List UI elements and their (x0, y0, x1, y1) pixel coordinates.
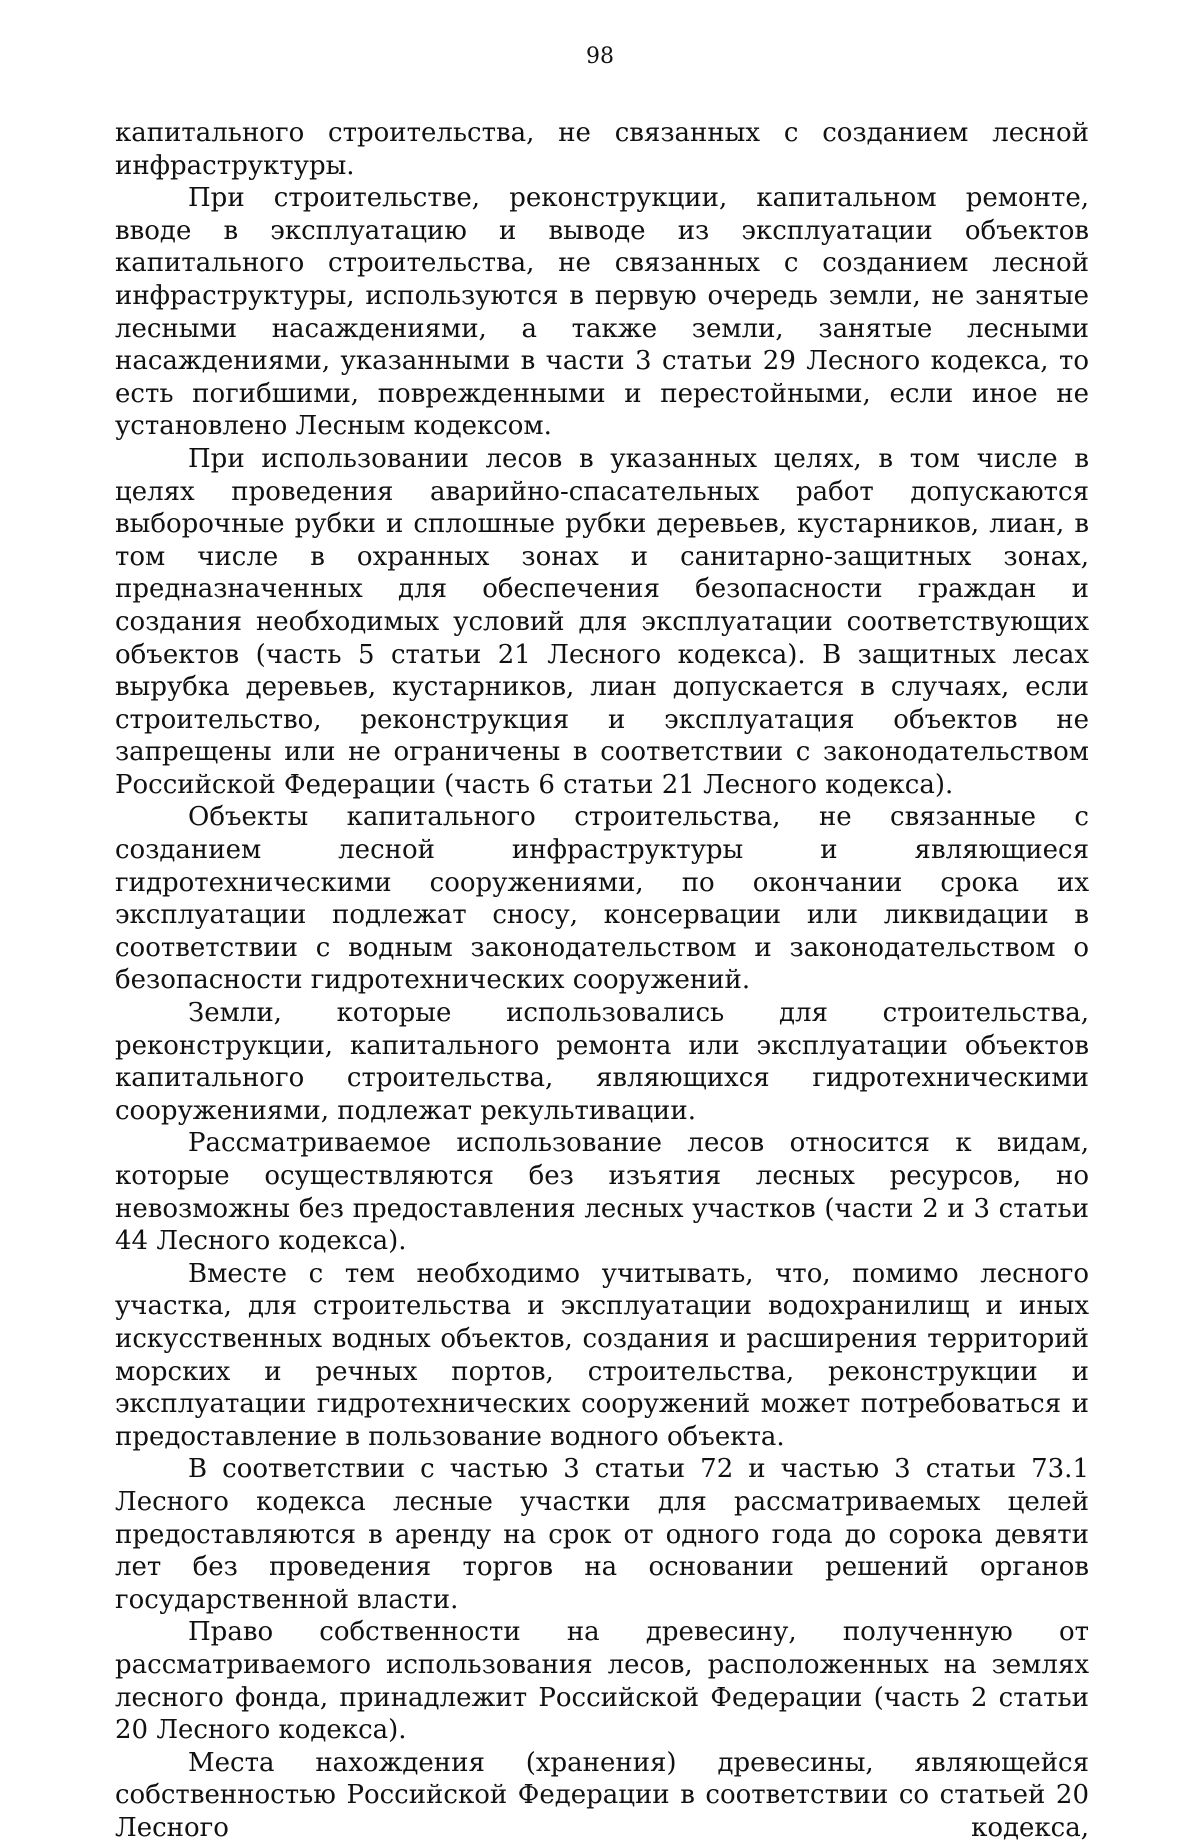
document-body (115, 117, 1089, 1844)
paragraph-forest-use-type: Рассматриваемое использование лесов относится к видам, которые осуществляются без изъятия лесных ресурсов, но невозможны без предоставления лесных участков (части 2 и 3 статьи 44 Лесного кодекса). (115, 1128, 1089, 1257)
paragraph-continuation: капитального строительства, не связанных с созданием лесной инфраструктуры. (115, 118, 1089, 181)
paragraph-wood-ownership: Право собственности на древесину, полученную от рассматриваемого использования лесов, расположенных на землях лесного фонда, принадлежит Российской Федерации (часть 2 статьи 20 Лесного кодекса). (115, 1617, 1089, 1746)
paragraph-wood-storage: Места нахождения (хранения) древесины, являющейся собственностью Российской Федерации в соответствии со статьей 20 Лесного кодекса, (115, 1747, 1089, 1843)
paragraph-construction-lands: При строительстве, реконструкции, капитальном ремонте, вводе в эксплуатацию и выводе из эксплуатации объектов капитального строительства, не связанных с созданием лесной инфраструктуры, используются в первую очередь земли, не занятые лесными насаждениями, а также земли, занятые лесными насаждениями, указанными в части 3 статьи 29 Лесного кодекса, то есть погибшими, поврежденными и перестойными, если иное не установлено Лесным кодексом. (115, 183, 1089, 442)
paragraph-water-object-use: Вместе с тем необходимо учитывать, что, помимо лесного участка, для строительства и эксплуатации водохранилищ и иных искусственных водных объектов, создания и расширения территорий морских и речных портов, строительства, реконструкции и эксплуатации гидротехнических сооружений может потребоваться и предоставление в пользование водного объекта. (115, 1258, 1089, 1452)
paragraph-recultivation: Земли, которые использовались для строительства, реконструкции, капитального ремонта или эксплуатации объектов капитального строительства, являющихся гидротехническими сооружениями, подлежат рекультивации. (115, 998, 1089, 1126)
page-number: 98 (586, 44, 614, 69)
paragraph-lease-terms: В соответствии с частью 3 статьи 72 и частью 3 статьи 73.1 Лесного кодекса лесные участки для рассматриваемых целей предоставляются в аренду на срок от одного года до сорока девяти лет без проведения торгов на основании решений органов государственной власти. (115, 1454, 1089, 1615)
paragraph-hydrotechnical-objects: Объекты капитального строительства, не связанные с созданием лесной инфраструктуры и являющиеся гидротехническими сооружениями, по окончании срока их эксплуатации подлежат сносу, консервации или ликвидации в соответствии с водным законодательством и законодательством о безопасности гидротехнических сооружений. (115, 802, 1089, 996)
paragraph-felling-rules: При использовании лесов в указанных целях, в том числе в целях проведения аварийно-спасательных работ допускаются выборочные рубки и сплошные рубки деревьев, кустарников, лиан, в том числе в охранных зонах и санитарно-защитных зонах, предназначенных для обеспечения безопасности граждан и создания необходимых условий для эксплуатации соответствующих объектов (часть 5 статьи 21 Лесного кодекса). В защитных лесах вырубка деревьев, кустарников, лиан допускается в случаях, если строительство, реконструкция и эксплуатация объектов не запрещены или не ограничены в соответствии с законодательством Российской Федерации (часть 6 статьи 21 Лесного кодекса). (115, 443, 1089, 800)
